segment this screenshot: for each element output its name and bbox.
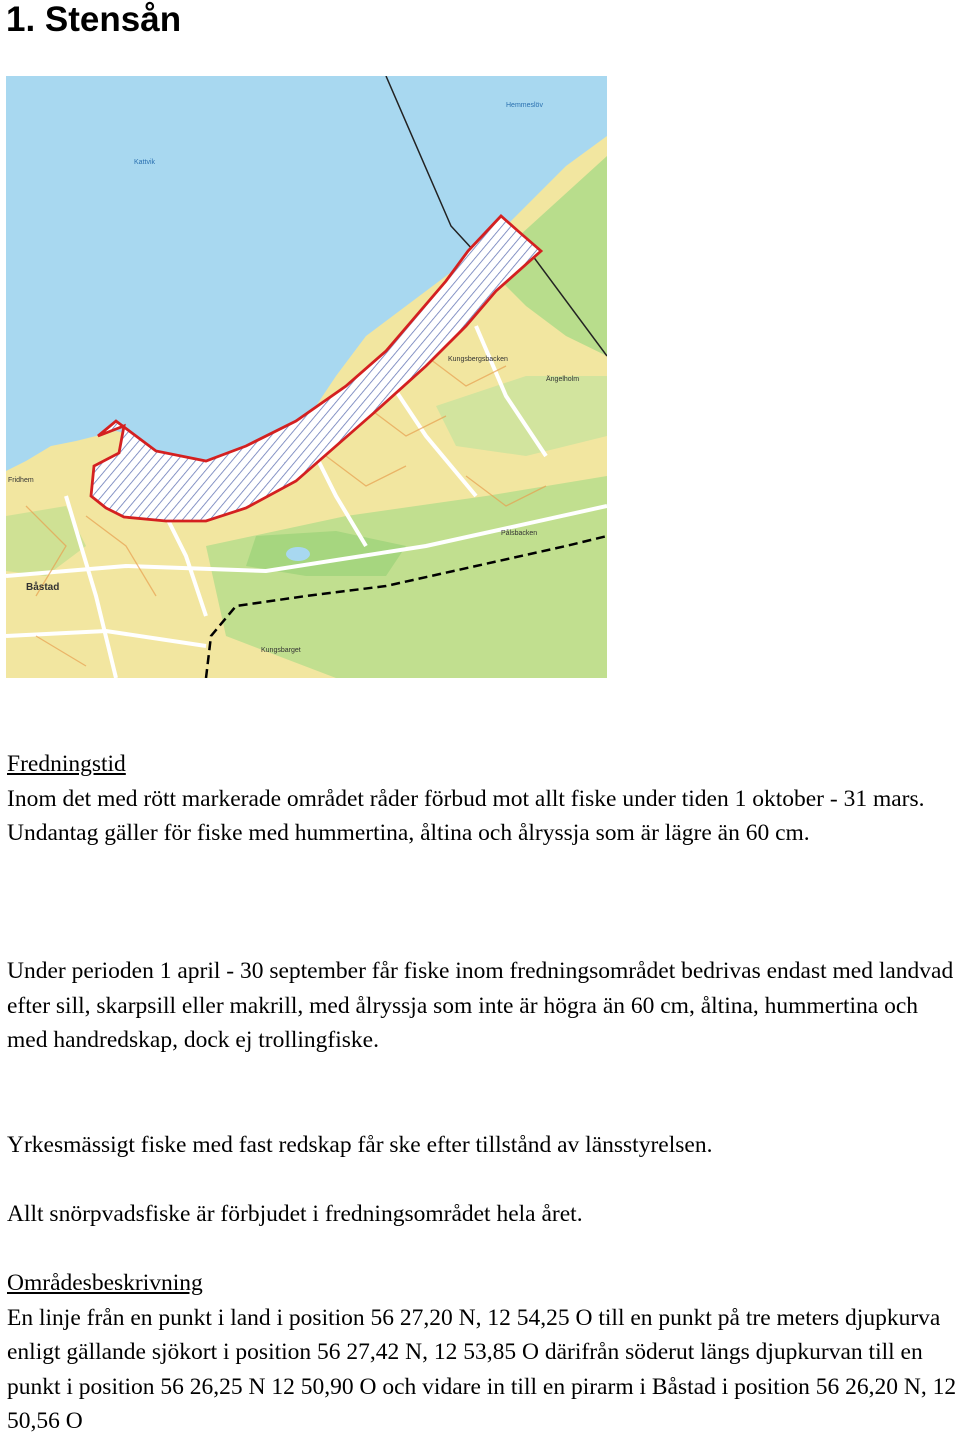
place-label: Kungsbarget bbox=[261, 647, 301, 654]
snorp-paragraph: Allt snörpvadsfiske är förbjudet i fredningsområdet hela året. bbox=[7, 1201, 583, 1227]
fredningstid-paragraph: Inom det med rött markerade området råder förbud mot allt fiske under tiden 1 oktober - 31 mars. bbox=[7, 785, 925, 812]
fredningstid-heading: Fredningstid bbox=[7, 751, 126, 777]
page-title: 1. Stensån bbox=[6, 0, 182, 39]
snorp-section bbox=[7, 1197, 957, 1232]
place-label: Fridhem bbox=[8, 477, 34, 484]
fredningstid-exception: Undantag gäller för fiske med hummertina, åltina och ålryssja som är lägre än 60 cm. bbox=[7, 820, 810, 846]
yrkes-paragraph: Yrkesmässigt fiske med fast redskap får ske efter tillstånd av länsstyrelsen. bbox=[7, 1132, 713, 1158]
pond bbox=[286, 547, 310, 561]
place-label: Hemmeslöv bbox=[506, 102, 543, 109]
omrade-section bbox=[7, 1266, 957, 1439]
map-graphic bbox=[6, 76, 607, 678]
place-label: Kattvik bbox=[134, 159, 156, 166]
period-section bbox=[7, 954, 957, 1058]
place-label: Båstad bbox=[26, 582, 60, 593]
omrade-paragraph: En linje från en punkt i land i position 56 27,20 N, 12 54,25 O till en punkt på tre meters djupkurva enligt gällande sjökort i position 56 27,42 N, 12 53,85 O därifrån söderut längs djupkurvan till en punkt i position 56 26,25 N 12 50,90 O och vidare in till en pirarm i Båstad i position 56 26,20 N, 12 50,56 O bbox=[7, 1304, 957, 1434]
area-map bbox=[6, 76, 607, 678]
omrade-heading: Områdesbeskrivning bbox=[7, 1270, 203, 1296]
yrkes-section bbox=[7, 1128, 957, 1163]
place-label: Ängelholm bbox=[546, 376, 580, 383]
regulation-text bbox=[7, 747, 957, 851]
period-paragraph: Under perioden 1 april - 30 september får fiske inom fredningsområdet bedrivas endast med landvad efter sill, skarpsill eller makrill, med ålryssja som inte är högra än 60 cm, åltina, hummertina och med handredskap, dock ej trollingfiske. bbox=[7, 958, 954, 1053]
place-label: Pålsbacken bbox=[501, 530, 538, 537]
place-label: Kungsbergsbacken bbox=[448, 356, 508, 363]
